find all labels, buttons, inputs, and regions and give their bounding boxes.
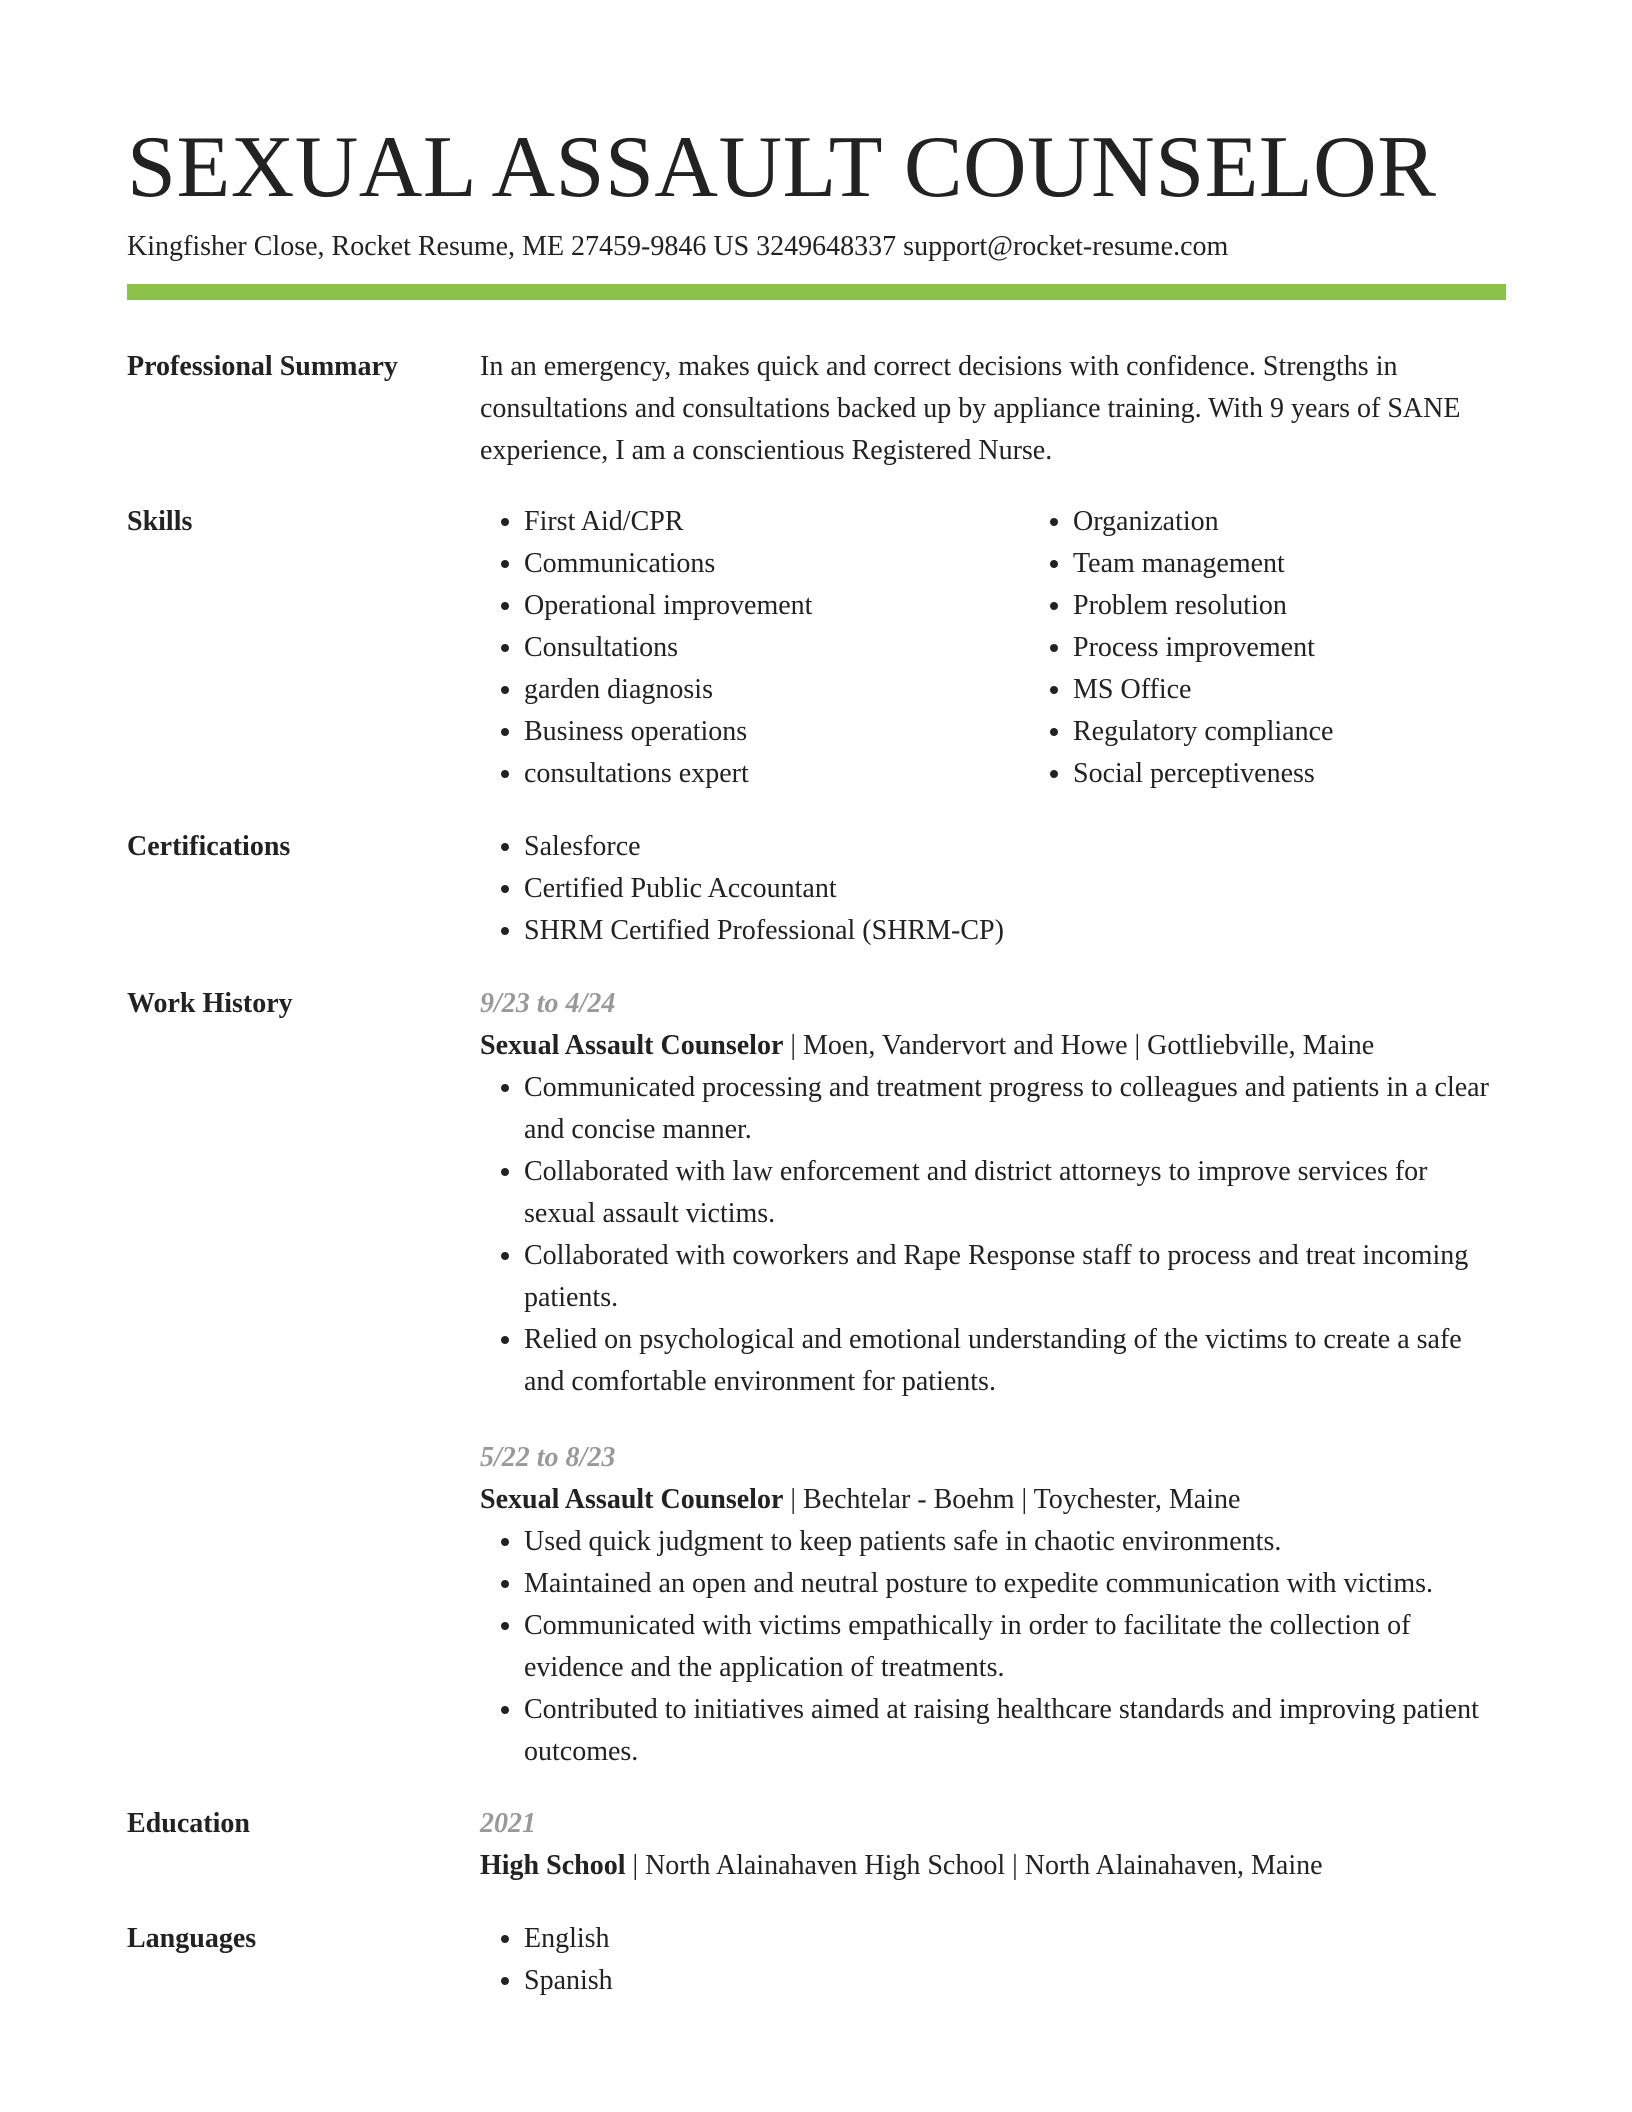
certifications-section: [127, 826, 1506, 952]
certifications-list: [480, 826, 1506, 952]
job-entry: [480, 1437, 1506, 1773]
education-heading: [480, 1845, 1506, 1887]
skill-item: • Social perceptiveness: [1073, 753, 1578, 795]
job-bullet: • Contributed to initiatives aimed at raising healthcare standards and improving patient outcomes.: [524, 1689, 1506, 1773]
skills-section: [127, 501, 1506, 795]
job-entry: [480, 983, 1506, 1403]
job-date: 9/23 to 4/24: [480, 988, 616, 1019]
certifications-label: Certifications: [127, 831, 291, 862]
skill-item: • Communications: [524, 543, 1029, 585]
skill-item: • Regulatory compliance: [1073, 711, 1578, 753]
languages-label: Languages: [127, 1923, 257, 1954]
job-title: Sexual Assault Counselor: [480, 1030, 784, 1061]
skill-item: • Operational improvement: [524, 585, 1029, 627]
job-details: | Bechtelar - Boehm | Toychester, Maine: [783, 1484, 1241, 1515]
languages-list: [480, 1918, 1506, 2002]
summary-text: In an emergency, makes quick and correct decisions with confidence. Strengths in consultations and consultations backed up by appliance training. With 9 years of SANE experience, I am a conscientious Registered Nurse.: [480, 351, 1461, 466]
education-label: Education: [127, 1808, 250, 1839]
education-date: 2021: [480, 1808, 536, 1839]
skill-item: • First Aid/CPR: [524, 501, 1029, 543]
job-bullet: • Collaborated with law enforcement and district attorneys to improve services for sexual assault victims.: [524, 1151, 1506, 1235]
resume-page: [127, 0, 1506, 2002]
skill-item: • Organization: [1073, 501, 1578, 543]
skill-item: • Consultations: [524, 627, 1029, 669]
language-item: • English: [524, 1918, 1506, 1960]
summary-label: Professional Summary: [127, 351, 398, 382]
skill-item: • consultations expert: [524, 753, 1029, 795]
certification-item: • Certified Public Accountant: [524, 868, 1506, 910]
language-item: • Spanish: [524, 1960, 1506, 2002]
skill-item: • Business operations: [524, 711, 1029, 753]
resume-name: SEXUAL ASSAULT COUNSELOR: [127, 119, 1437, 216]
skills-label: Skills: [127, 506, 193, 537]
work-history-label: Work History: [127, 988, 293, 1019]
job-bullets: [480, 1067, 1506, 1403]
summary-section: [127, 346, 1506, 472]
job-bullet: • Communicated with victims empathically in order to facilitate the collection of evidence and the application of treatments.: [524, 1605, 1506, 1689]
job-bullet: • Communicated processing and treatment progress to colleagues and patients in a clear and concise manner.: [524, 1067, 1506, 1151]
skills-list-left: [480, 501, 1029, 795]
job-bullet: • Relied on psychological and emotional understanding of the victims to create a safe and comfortable environment for patients.: [524, 1319, 1506, 1403]
skill-item: • MS Office: [1073, 669, 1578, 711]
job-details: | Moen, Vandervort and Howe | Gottliebville, Maine: [783, 1030, 1375, 1061]
languages-section: [127, 1918, 1506, 2002]
contact-line: Kingfisher Close, Rocket Resume, ME 27459-9846 US 3249648337 support@rocket-resume.com: [127, 231, 1229, 262]
skill-item: • Team management: [1073, 543, 1578, 585]
certification-item: • SHRM Certified Professional (SHRM-CP): [524, 910, 1506, 952]
education-degree: High School: [480, 1850, 626, 1881]
job-bullet: • Used quick judgment to keep patients safe in chaotic environments.: [524, 1521, 1506, 1563]
skill-item: • Problem resolution: [1073, 585, 1578, 627]
job-bullet: • Maintained an open and neutral posture to expedite communication with victims.: [524, 1563, 1506, 1605]
job-bullet: • Collaborated with coworkers and Rape Response staff to process and treat incoming patients.: [524, 1235, 1506, 1319]
skill-item: • Process improvement: [1073, 627, 1578, 669]
work-history-section: [127, 983, 1506, 1773]
accent-rule: [127, 284, 1506, 300]
job-heading: [480, 1479, 1506, 1521]
job-bullets: [480, 1521, 1506, 1773]
skills-list-right: [1029, 501, 1578, 795]
job-heading: [480, 1025, 1506, 1067]
certification-item: • Salesforce: [524, 826, 1506, 868]
skill-item: • garden diagnosis: [524, 669, 1029, 711]
education-details: | North Alainahaven High School | North Alainahaven, Maine: [625, 1850, 1323, 1881]
job-date: 5/22 to 8/23: [480, 1442, 616, 1473]
job-title: Sexual Assault Counselor: [480, 1484, 784, 1515]
education-section: [127, 1803, 1506, 1887]
